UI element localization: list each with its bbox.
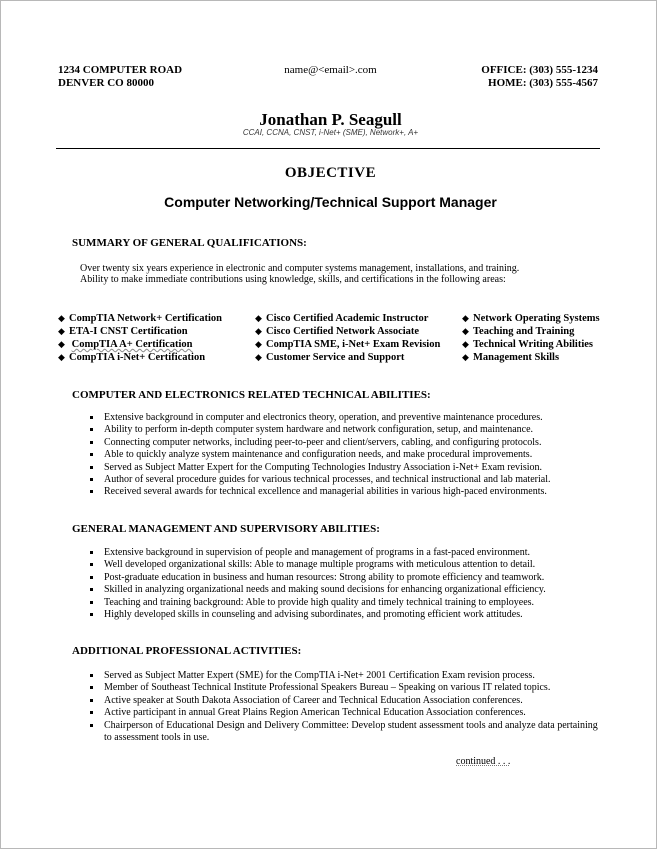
list-item: Active participant in annual Great Plains Region American Technical Education Association conferences. [88, 707, 598, 719]
list-item: Extensive background in supervision of people and management of programs in a fast-paced environment. [88, 547, 608, 559]
diamond-bullet-icon: ◆ [255, 339, 262, 349]
list-item: Highly developed skills in counseling and advising subordinates, and promoting efficient work attitudes. [88, 609, 608, 621]
diamond-bullet-icon: ◆ [462, 326, 469, 336]
list-item: Served as Subject Matter Expert for the Computing Technologies Industry Association i-Net+ Exam revision. [88, 462, 608, 474]
qualifications-column-2 [255, 312, 440, 364]
diamond-bullet-icon: ◆ [58, 313, 65, 323]
qualification-item: ◆ Teaching and Training [462, 326, 575, 337]
list-item: Post-graduate education in business and human resources: Strong ability to promote efficiency and teamwork. [88, 572, 608, 584]
qualifications-column-1 [58, 312, 222, 364]
list-item: Well developed organizational skills: Able to manage multiple programs with meticulous attention to detail. [88, 559, 608, 571]
list-item: Connecting computer networks, including peer-to-peer and client/servers, cabling, and configuring protocols. [88, 437, 608, 449]
office-phone: OFFICE: (303) 555-1234 [481, 64, 598, 76]
qualification-item: ◆ Customer Service and Support [255, 352, 405, 363]
qualification-item: ◆ Cisco Certified Network Associate [255, 326, 420, 337]
candidate-name: Jonathan P. Seagull [259, 110, 402, 129]
list-item: Extensive background in computer and electronics theory, operation, and preventive maintenance procedures. [88, 412, 608, 424]
list-item: Teaching and training background: Able to provide high quality and timely technical training to employees. [88, 597, 608, 609]
list-item: Active speaker at South Dakota Association of Career and Technical Education Association conferences. [88, 695, 598, 707]
certifications-line: CCAI, CCNA, CNST, i-Net+ (SME), Network+, A+ [242, 128, 419, 137]
activities-list [88, 670, 598, 744]
list-item: Skilled in analyzing organizational needs and making sound decisions for enhancing organizational efficiency. [88, 584, 608, 596]
qualifications-column-3 [462, 312, 600, 364]
phone-block [481, 64, 598, 90]
technical-list [88, 412, 608, 499]
list-item: Chairperson of Educational Design and Delivery Committee: Develop student assessment tools and analyze data pertaining to assessment tools in use. [88, 720, 598, 745]
header-divider [56, 148, 600, 149]
diamond-bullet-icon: ◆ [255, 326, 262, 336]
objective-text: Computer Networking/Technical Support Manager [164, 194, 497, 210]
diamond-bullet-icon: ◆ [255, 313, 262, 323]
qualification-item: ◆ Management Skills [462, 352, 560, 363]
diamond-bullet-icon: ◆ [462, 352, 469, 362]
home-phone: HOME: (303) 555-4567 [488, 77, 598, 89]
address-line-1: 1234 COMPUTER ROAD [58, 64, 183, 76]
list-item: Received several awards for technical excellence and managerial abilities in various high-paced environments. [88, 486, 608, 498]
summary-line-1: Over twenty six years experience in electronic and computer systems management, installations, and training. [80, 263, 520, 274]
diamond-bullet-icon: ◆ [58, 339, 65, 349]
qualification-item: ◆ Technical Writing Abilities [462, 339, 593, 350]
list-item: Member of Southeast Technical Institute Professional Speakers Bureau – Speaking on various IT related topics. [88, 682, 598, 694]
diamond-bullet-icon: ◆ [58, 352, 65, 362]
diamond-bullet-icon: ◆ [58, 326, 65, 336]
objective-heading: OBJECTIVE [284, 165, 377, 181]
address-line-2: DENVER CO 80000 [58, 77, 154, 89]
qualification-item: ◆ Network Operating Systems [462, 313, 600, 324]
activities-heading: ADDITIONAL PROFESSIONAL ACTIVITIES: [72, 645, 302, 657]
list-item: Served as Subject Matter Expert (SME) for the CompTIA i-Net+ 2001 Certification Exam revision process. [88, 670, 598, 682]
diamond-bullet-icon: ◆ [462, 313, 469, 323]
diamond-bullet-icon: ◆ [255, 352, 262, 362]
qualification-item: ◆ Cisco Certified Academic Instructor [255, 313, 429, 324]
list-item: Able to quickly analyze system maintenance and configuration needs, and make procedural improvements. [88, 449, 608, 461]
qualification-item: ◆ CompTIA i-Net+ Certification [58, 352, 206, 363]
summary-heading: SUMMARY OF GENERAL QUALIFICATIONS: [72, 237, 307, 249]
list-item: Author of several procedure guides for various technical processes, and technical instructional and lab material. [88, 474, 608, 486]
qualification-item: ◆ CompTIA A+ Certification [58, 339, 193, 350]
management-heading: GENERAL MANAGEMENT AND SUPERVISORY ABILITIES: [72, 523, 380, 535]
email-address: name@<email>.com [284, 64, 377, 76]
list-item: Ability to perform in-depth computer system hardware and network configuration, setup, and maintenance. [88, 424, 608, 436]
summary-line-2: Ability to make immediate contributions using knowledge, skills, and certifications in the following areas: [80, 274, 506, 285]
continued-note: continued . . . [456, 756, 511, 767]
technical-heading: COMPUTER AND ELECTRONICS RELATED TECHNICAL ABILITIES: [72, 389, 431, 401]
diamond-bullet-icon: ◆ [462, 339, 469, 349]
management-list [88, 547, 608, 621]
qualification-item: ◆ CompTIA Network+ Certification [58, 313, 222, 324]
qualification-item: ◆ ETA-I CNST Certification [58, 326, 188, 337]
qualification-item: ◆ CompTIA SME, i-Net+ Exam Revision [255, 339, 441, 350]
